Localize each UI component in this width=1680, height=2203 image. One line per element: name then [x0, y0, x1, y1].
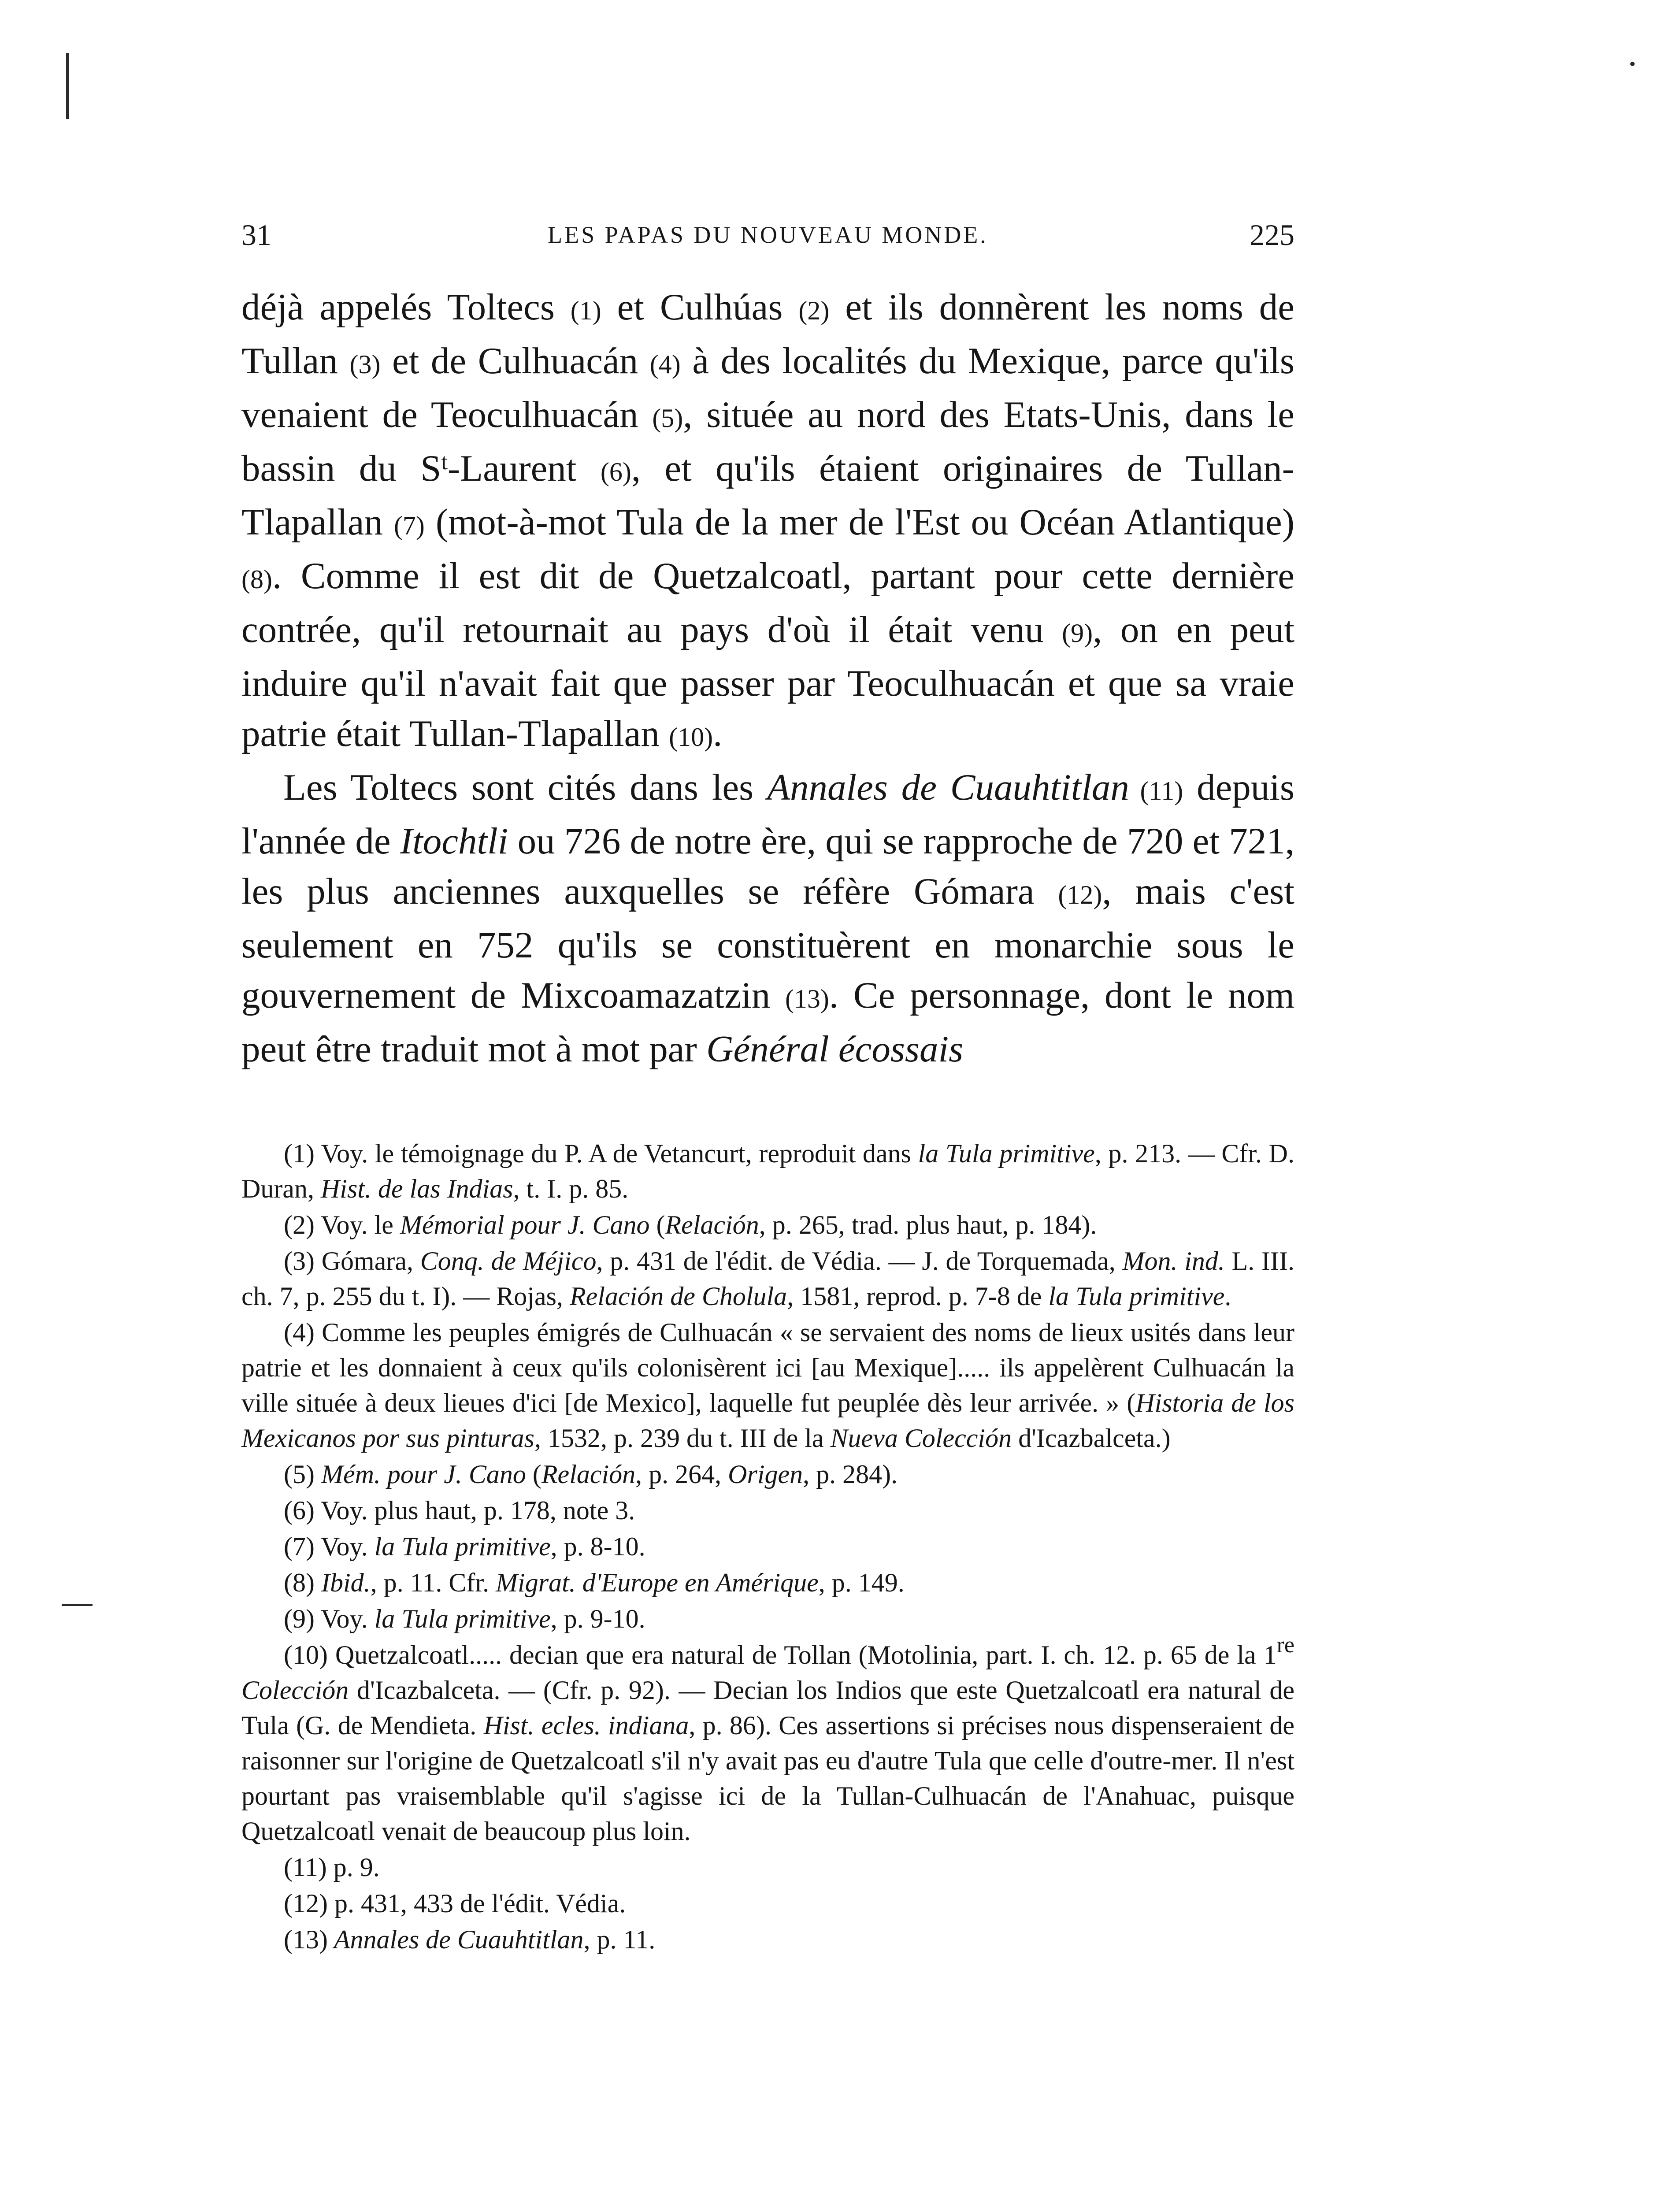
text-run: Voy. le témoignage du P. A de Vetancurt, reproduit dans	[314, 1139, 918, 1168]
italic-title: Nueva Colección	[830, 1424, 1012, 1453]
superscript: t	[441, 449, 448, 475]
text-run: Voy. plus haut, p. 178, note 3.	[314, 1496, 635, 1525]
italic-title: la Tula primitive	[374, 1604, 551, 1633]
text-run: (	[649, 1210, 665, 1239]
text-run: . Ce personnage, dont le nom peut être traduit mot à mot par	[241, 975, 1294, 1070]
text-run: d'Icazbalceta.)	[1012, 1424, 1171, 1453]
text-run: , mais c'est seulement en 752 qu'ils se constituèrent en monarchie sous le gouvernement de Mixcoamazatzin	[241, 871, 1294, 1016]
text-run: depuis l'année de	[241, 767, 1294, 862]
footnote-label: (8)	[284, 1568, 315, 1597]
text-run: Comme les peuples émigrés de Culhuacán « se servaient des noms de lieux usités dans leur patrie et les donnaient à ceux qu'ils colonisèrent ici [au Mexique]..... ils appelèrent Culhuacán la ville située à deux lieues d'ici [de Mexico], laquelle fut peuplée dès leur arrivée. » (	[241, 1318, 1294, 1417]
footnote-label: (2)	[284, 1210, 315, 1239]
footnote-label: (1)	[284, 1139, 315, 1168]
text-run: , p. 86). Ces assertions si précises nous dispenseraient de raisonner sur l'origine de Quetzalcoatl s'il n'y avait pas eu d'autre Tula que celle d'outre-mer. Il n'est pourtant pas vraisemblable qu'il s'agisse ici de la Tullan-Culhuacán de l'Anahuac, puisque Quetzalcoatl venait de beaucoup plus loin.	[241, 1711, 1294, 1846]
footnote-ref-1: (1)	[570, 296, 601, 325]
footnote-5	[241, 1457, 1294, 1492]
footnote-9	[241, 1601, 1294, 1636]
footnote-label: (5)	[284, 1460, 315, 1489]
text-run: Les Toltecs sont cités dans les	[283, 767, 768, 808]
italic-title: la Tula primitive	[1048, 1282, 1225, 1311]
footnote-11	[241, 1850, 1294, 1885]
text-run: , 1532, p. 239 du t. III de la	[534, 1424, 831, 1453]
text-run: p. 9.	[326, 1853, 380, 1882]
italic-title: la Tula primitive	[374, 1532, 551, 1561]
text-run: (mot-à-mot Tula de la mer de l'Est ou Océan Atlantique)	[424, 501, 1295, 543]
footnote-3	[241, 1243, 1294, 1314]
footnote-ref-2: (2)	[798, 296, 830, 325]
footnote-ref-7: (7)	[393, 511, 425, 540]
italic-term: Général écossais	[706, 1028, 964, 1070]
text-run: . Comme il est dit de Quetzalcoatl, partant pour cette dernière contrée, qu'il retournait au pays d'où il était venu	[241, 555, 1294, 650]
footnote-ref-4: (4)	[649, 350, 681, 379]
text-run: , et qu'ils étaient originaires de Tullan-Tlapallan	[241, 448, 1294, 543]
text-run: , p. 8-10.	[550, 1532, 645, 1561]
text-run: , p. 213. — Cfr. D. Duran,	[241, 1139, 1294, 1203]
italic-title: Hist. ecles. indiana	[483, 1711, 689, 1740]
page-number: 225	[1250, 218, 1294, 252]
footnote-label: (4)	[284, 1318, 315, 1347]
footnote-2	[241, 1207, 1294, 1242]
italic-title: Relación	[541, 1460, 636, 1489]
text-run: , p. 9-10.	[550, 1604, 645, 1633]
footnote-label: (3)	[284, 1246, 315, 1276]
italic-term: Itochtli	[400, 820, 508, 862]
footnote-7	[241, 1529, 1294, 1564]
italic-title: Conq. de Méjico	[420, 1246, 597, 1276]
italic-title: Relación de Cholula	[569, 1282, 787, 1311]
footnote-ref-12: (12)	[1058, 880, 1102, 909]
text-run: , 1581, reprod. p. 7-8 de	[787, 1282, 1049, 1311]
text-run: .	[1224, 1282, 1231, 1311]
italic-title: la Tula primitive	[918, 1139, 1095, 1168]
footnote-ref-8: (8)	[241, 565, 272, 594]
text-run: , p. 264,	[635, 1460, 728, 1489]
running-head	[241, 211, 1294, 259]
left-number: 31	[241, 218, 271, 252]
text-run: et Culhúas	[601, 286, 799, 328]
footnote-10	[241, 1632, 1294, 1849]
italic-title: Origen	[728, 1460, 803, 1489]
italic-title: Mém. pour J. Cano	[314, 1460, 526, 1489]
text-run: Gómara,	[314, 1246, 420, 1276]
text-run: , p. 284).	[803, 1460, 898, 1489]
text-run: ou 726 de notre ère, qui se rapproche de 720 et 721, les plus anciennes auxquelles se réfère Gómara	[241, 820, 1294, 912]
footnote-ref-10: (10)	[669, 723, 713, 752]
italic-title: Historia de los Mexicanos por sus pinturas	[241, 1388, 1294, 1453]
text-run: Voy.	[314, 1604, 375, 1633]
text-run: , p. 431 de l'édit. de Védia. — J. de Torquemada,	[596, 1246, 1123, 1276]
italic-title: Migrat. d'Europe en Amérique	[496, 1568, 819, 1597]
footnote-label: (12)	[284, 1889, 328, 1918]
text-run: , t. I. p. 85.	[513, 1174, 629, 1203]
footnote-1	[241, 1136, 1294, 1206]
footnote-label: (13)	[284, 1925, 328, 1954]
scan-speck	[62, 1604, 93, 1606]
text-run: , p. 149.	[818, 1568, 905, 1597]
footnote-label: (9)	[284, 1604, 315, 1633]
running-title: LES PAPAS DU NOUVEAU MONDE.	[548, 222, 988, 248]
text-run: p. 431, 433 de l'édit. Védia.	[327, 1889, 626, 1918]
italic-title: Annales de Cuauhtitlan	[327, 1925, 584, 1954]
text-run: Voy.	[314, 1532, 375, 1561]
main-text	[241, 282, 1294, 1074]
footnote-ref-9: (9)	[1062, 619, 1093, 648]
italic-title: Colección	[241, 1676, 349, 1705]
text-run: Quetzalcoatl..... decian que era natural de Tollan (Motolinia, part. I. ch. 12. p. 65 de la 1	[327, 1640, 1277, 1669]
footnote-6	[241, 1493, 1294, 1528]
footnote-12	[241, 1886, 1294, 1921]
footnotes	[241, 1136, 1294, 1958]
text-run: (	[526, 1460, 541, 1489]
superscript: re	[1276, 1632, 1294, 1658]
footnote-ref-3: (3)	[349, 350, 381, 379]
paragraph-1	[241, 282, 1294, 762]
text-run: , on en peut induire qu'il n'avait fait que passer par Teoculhuacán et que sa vraie patrie était Tullan-Tlapallan	[241, 609, 1294, 754]
italic-title: Relación	[665, 1210, 759, 1239]
footnote-ref-11: (11)	[1129, 776, 1183, 805]
footnote-label: (11)	[284, 1853, 327, 1882]
footnote-8	[241, 1565, 1294, 1600]
footnote-label: (10)	[284, 1640, 328, 1669]
text-run: et ils donnèrent les noms de Tullan	[241, 286, 1294, 382]
paragraph-2	[241, 762, 1294, 1074]
footnote-13	[241, 1922, 1294, 1957]
text-run: -Laurent	[447, 448, 601, 489]
text-run: , située au nord des Etats-Unis, dans le bassin du S	[241, 394, 1295, 489]
footnote-ref-6: (6)	[600, 457, 631, 486]
text-run: .	[713, 713, 723, 754]
text-run: et de Culhuacán	[380, 340, 650, 382]
text-run: d'Icazbalceta. — (Cfr. p. 92). — Decian los Indios que este Quetzalcoatl era natural de Tula (G. de Mendieta.	[241, 1676, 1294, 1740]
italic-title: Mémorial pour J. Cano	[400, 1210, 650, 1239]
text-run: , p. 11. Cfr.	[370, 1568, 496, 1597]
footnote-label: (7)	[284, 1532, 315, 1561]
text-run: , p. 11.	[583, 1925, 656, 1954]
text-run: Voy. le	[314, 1210, 400, 1239]
scan-speck	[1630, 62, 1635, 66]
italic-title: Mon. ind.	[1122, 1246, 1225, 1276]
italic-title: Annales de Cuauhtitlan	[767, 767, 1129, 808]
scan-speck	[66, 53, 69, 119]
text-run: , p. 265, trad. plus haut, p. 184).	[759, 1210, 1097, 1239]
footnote-ref-5: (5)	[652, 404, 683, 433]
footnote-4	[241, 1315, 1294, 1456]
text-run: déjà appelés Toltecs	[241, 286, 571, 328]
italic-title: Hist. de las Indias	[320, 1174, 513, 1203]
footnote-label: (6)	[284, 1496, 315, 1525]
italic-title: Ibid.	[314, 1568, 371, 1597]
text-run: L. III. ch. 7, p. 255 du t. I). — Rojas,	[241, 1246, 1294, 1311]
footnote-ref-13: (13)	[785, 984, 829, 1013]
text-run: à des localités du Mexique, parce qu'ils venaient de Teoculhuacán	[241, 340, 1294, 435]
